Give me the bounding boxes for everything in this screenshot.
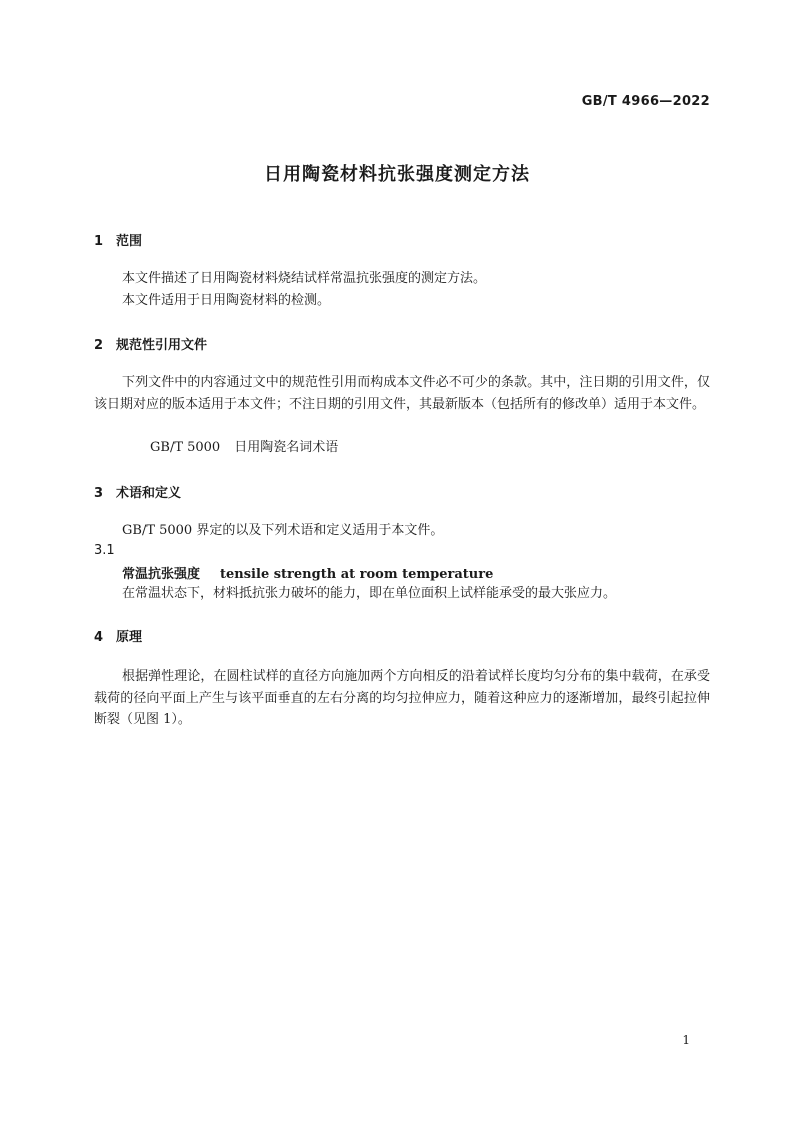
section-4-heading	[94, 626, 142, 645]
term-definition: 在常温状态下，材料抵抗张力破坏的能力，即在单位面积上试样能承受的最大张应力。	[122, 586, 617, 601]
section-2-paragraph-1: 下列文件中的内容通过文中的规范性引用而构成本文件必不可少的条款。其中，注日期的引用文件，仅该日期对应的版本适用于本文件；不注日期的引用文件，其最新版本（包括所有的修改单）适用于本文件。	[94, 375, 710, 412]
standard-code: GB/T 4966—2022	[581, 94, 710, 109]
section-number: 1	[94, 234, 104, 249]
section-1-heading	[94, 230, 142, 249]
section-1-paragraph-1: 本文件描述了日用陶瓷材料烧结试样常温抗张强度的测定方法。	[122, 271, 487, 286]
section-number: 4	[94, 630, 104, 645]
term-chinese: 常温抗张强度	[122, 567, 201, 582]
reference-code: GB/T 5000	[150, 440, 221, 455]
section-number: 2	[94, 338, 104, 353]
term-number: 3.1	[94, 543, 115, 558]
term-entry	[122, 563, 493, 582]
term-english: tensile strength at room temperature	[220, 567, 494, 582]
section-3-paragraph-1: GB/T 5000 界定的以及下列术语和定义适用于本文件。	[122, 523, 444, 538]
reference-title: 日用陶瓷名词术语	[234, 440, 339, 455]
section-number: 3	[94, 486, 104, 501]
section-2-heading	[94, 334, 207, 353]
section-4-paragraph-1: 根据弹性理论，在圆柱试样的直径方向施加两个方向相反的沿着试样长度均匀分布的集中载荷，在承受载荷的径向平面上产生与该平面垂直的左右分离的均匀拉伸应力，随着这种应力的逐渐增加，最终引起拉伸断裂（见图 1）。	[94, 669, 710, 727]
section-1-paragraph-2: 本文件适用于日用陶瓷材料的检测。	[122, 293, 331, 308]
section-title: 规范性引用文件	[116, 338, 208, 353]
page-number: 1	[682, 1033, 690, 1047]
section-title: 术语和定义	[116, 486, 182, 501]
section-title: 范围	[116, 234, 143, 249]
document-title: 日用陶瓷材料抗张强度测定方法	[264, 164, 530, 185]
section-3-heading	[94, 482, 181, 501]
normative-reference	[94, 437, 710, 459]
section-title: 原理	[116, 630, 143, 645]
